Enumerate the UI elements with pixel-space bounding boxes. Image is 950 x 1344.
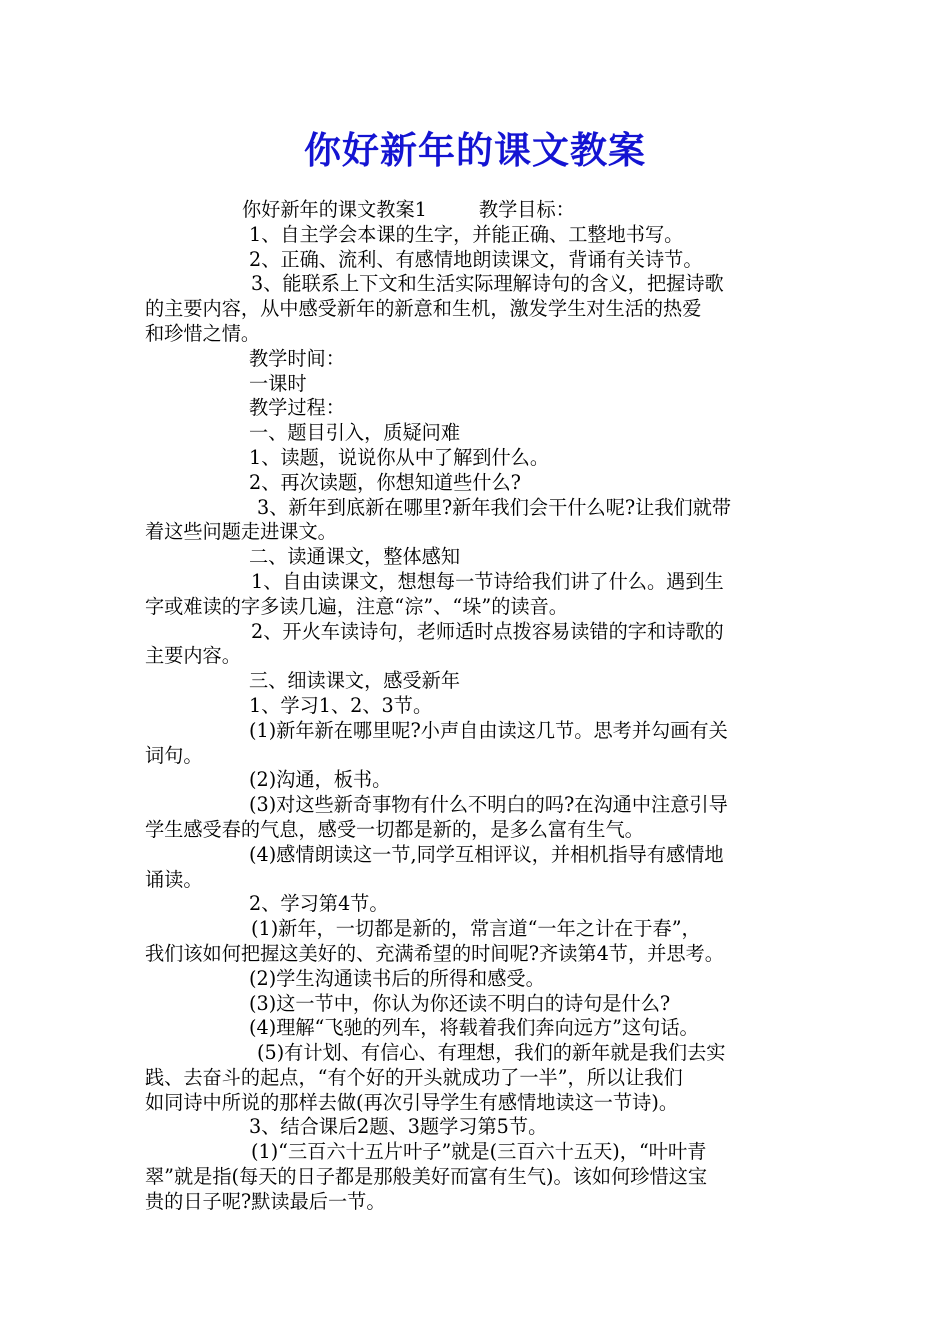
text-line — [145, 396, 810, 421]
text-line — [145, 595, 810, 620]
text-line-content: 的主要内容，从中感受新年的新意和生机，激发学生对生活的热爱 — [145, 297, 702, 321]
text-line-content: 翠”就是指(每天的日子都是那般美好而富有生气)。该如何珍惜这宝 — [145, 1165, 708, 1189]
text-line — [145, 1140, 810, 1165]
text-line-content: 1、自由读课文，想想每一节诗给我们讲了什么。遇到生 — [251, 569, 724, 593]
text-line — [145, 248, 810, 273]
text-line — [145, 793, 810, 818]
text-line-content: 主要内容。 — [145, 644, 241, 668]
text-line — [145, 917, 810, 942]
text-line-content: 学生感受春的气息，感受一切都是新的，是多么富有生气。 — [145, 817, 644, 841]
text-line — [145, 496, 810, 521]
text-line-content: (2)学生沟通读书后的所得和感受。 — [249, 966, 545, 990]
text-line — [145, 421, 810, 446]
text-line-content: 2、正确、流利、有感情地朗读课文，背诵有关诗节。 — [249, 247, 703, 271]
text-line-content: 和珍惜之情。 — [145, 321, 261, 345]
text-line — [145, 1066, 810, 1091]
text-line — [145, 992, 810, 1017]
text-line-content: (1)“三百六十五片叶子”就是(三百六十五天)，“叶叶青 — [251, 1140, 707, 1164]
text-line-content: 三、细读课文，感受新年 — [249, 669, 461, 693]
document-body — [145, 198, 810, 1215]
text-line — [145, 669, 810, 694]
text-line — [145, 892, 810, 917]
text-line-content: (4)理解“飞驰的列车，将载着我们奔向远方”这句话。 — [249, 1016, 699, 1040]
text-line-content: 二、读通课文，整体感知 — [249, 545, 461, 569]
text-line — [145, 1041, 810, 1066]
text-line — [145, 694, 810, 719]
text-line-content: (1)新年新在哪里呢?小声自由读这几节。思考并勾画有关 — [249, 718, 728, 742]
text-line-content: 字或难读的字多读几遍，注意“淙”、“垛”的读音。 — [145, 594, 568, 618]
text-line-content: 着这些问题走进课文。 — [145, 520, 337, 544]
text-line — [145, 719, 810, 744]
text-line — [145, 1165, 810, 1190]
text-line — [145, 322, 810, 347]
text-line-content: 践、去奋斗的起点，“有个好的开头就成功了一半”，所以让我们 — [145, 1065, 683, 1089]
text-line-content: 教学时间： — [249, 346, 345, 370]
text-line — [145, 372, 810, 397]
text-line — [145, 570, 810, 595]
text-line-content: (4)感情朗读这一节,同学互相评议，并相机指导有感情地 — [249, 842, 724, 866]
text-line-content: 1、学习1、2、3节。 — [249, 693, 433, 717]
text-line — [145, 942, 810, 967]
text-line — [145, 520, 810, 545]
text-line — [145, 768, 810, 793]
text-line-content: (3)对这些新奇事物有什么不明白的吗?在沟通中注意引导 — [249, 793, 728, 817]
text-line-content: 3、新年到底新在哪里?新年我们会干什么呢?让我们就带 — [257, 495, 732, 519]
text-line — [145, 818, 810, 843]
text-line-content: 1、读题，说说你从中了解到什么。 — [249, 445, 550, 469]
text-line — [145, 1190, 810, 1215]
text-line — [145, 1016, 810, 1041]
text-line-content: 2、再次读题，你想知道些什么? — [249, 470, 521, 494]
text-line — [145, 1115, 810, 1140]
text-line-content: 我们该如何把握这美好的、充满希望的时间呢?齐读第4节，并思考。 — [145, 941, 724, 965]
document-title: 你好新年的课文教案 — [304, 128, 646, 172]
text-line — [145, 620, 810, 645]
text-line — [145, 644, 810, 669]
text-line — [145, 223, 810, 248]
text-line — [145, 272, 810, 297]
text-line-content: 如同诗中所说的那样去做(再次引导学生有感情地读这一节诗)。 — [145, 1090, 679, 1114]
text-line-content: (2)沟通，板书。 — [249, 768, 392, 792]
text-line — [145, 744, 810, 769]
text-line-content: 1、自主学会本课的生字，并能正确、工整地书写。 — [249, 222, 684, 246]
text-line-content: 诵读。 — [145, 867, 203, 891]
text-line — [145, 297, 810, 322]
text-line-content: (1)新年，一切都是新的，常言道“一年之计在于春”， — [251, 917, 701, 941]
text-line-content: (3)这一节中，你认为你还读不明白的诗句是什么? — [249, 991, 671, 1015]
text-line-content: 3、能联系上下文和生活实际理解诗句的含义，把握诗歌 — [251, 272, 724, 296]
text-line — [145, 446, 810, 471]
text-line — [145, 347, 810, 372]
text-line — [145, 198, 810, 223]
text-line-content: 3、结合课后2题、3题学习第5节。 — [249, 1115, 548, 1139]
text-line-content: 一、题目引入，质疑问难 — [249, 421, 461, 445]
text-line-heading: 教学目标： — [478, 198, 575, 221]
text-line-content: 你好新年的课文教案1 — [242, 198, 427, 221]
text-line — [145, 868, 810, 893]
text-line-content: 教学过程： — [249, 396, 345, 420]
text-line — [145, 967, 810, 992]
text-line-content: 贵的日子呢?默读最后一节。 — [145, 1189, 386, 1213]
text-line — [145, 843, 810, 868]
text-line-content: 2、学习第4节。 — [249, 892, 389, 916]
text-line-content: (5)有计划、有信心、有理想，我们的新年就是我们去实 — [257, 1041, 726, 1065]
text-line — [145, 471, 810, 496]
text-line-content: 2、开火车读诗句，老师适时点拨容易读错的字和诗歌的 — [251, 619, 724, 643]
text-line-content: 词句。 — [145, 743, 203, 767]
text-line — [145, 545, 810, 570]
text-line-content: 一课时 — [249, 371, 307, 395]
text-line — [145, 1091, 810, 1116]
